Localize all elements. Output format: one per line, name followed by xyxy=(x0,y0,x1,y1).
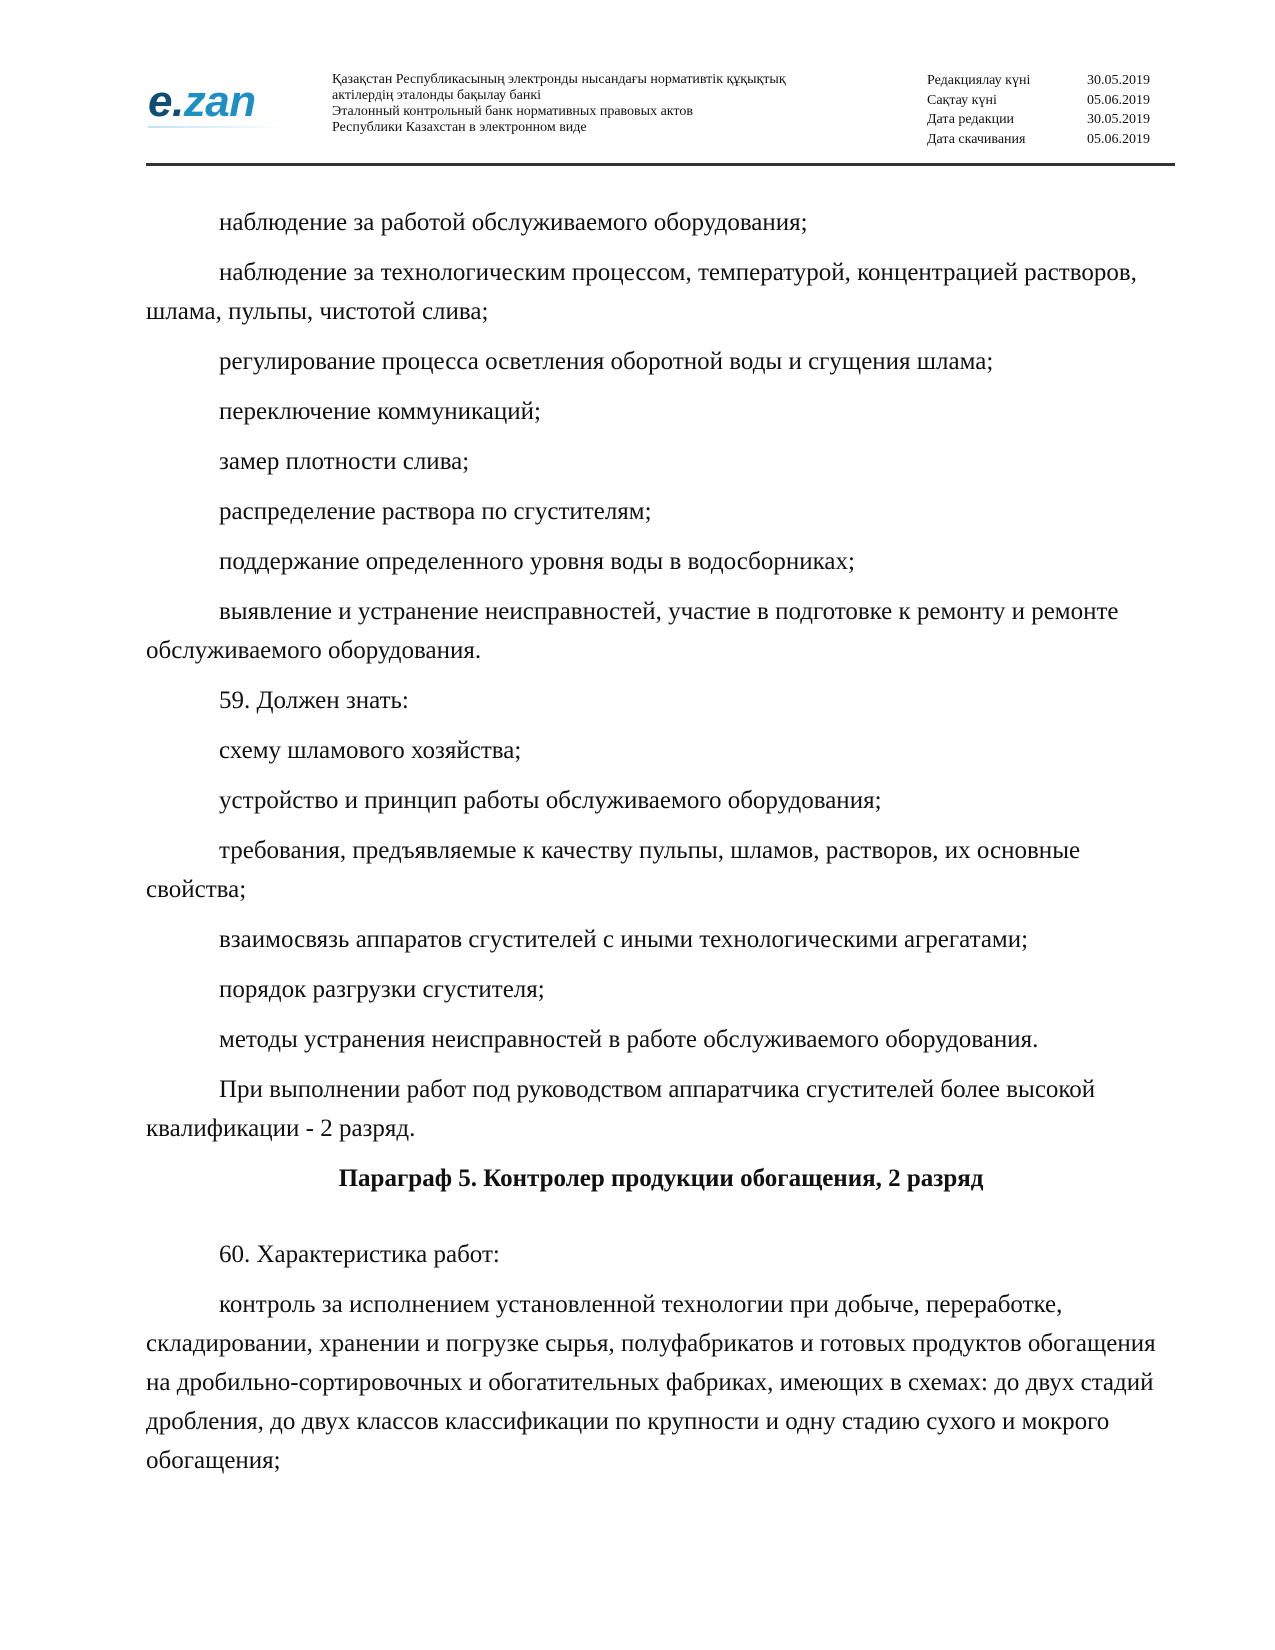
header-divider xyxy=(146,163,1175,166)
section-heading: Параграф 5. Контролер продукции обогащения, 2 разряд xyxy=(338,1165,984,1192)
meta-label: Дата редакции xyxy=(927,112,1015,127)
meta-value: 05.06.2019 xyxy=(1087,131,1150,147)
paragraph: 59. Должен знать: xyxy=(219,687,409,714)
meta-label: Редакциялау күні xyxy=(927,73,1031,88)
paragraph: переключение коммуникаций; xyxy=(219,398,541,425)
paragraph: регулирование процесса осветления оборотной воды и сгущения шлама; xyxy=(219,348,994,375)
meta-value: 30.05.2019 xyxy=(1087,73,1150,88)
paragraph: наблюдение за работой обслуживаемого оборудования; xyxy=(219,209,808,236)
paragraph: замер плотности слива; xyxy=(219,448,470,475)
paragraph: контроль за исполнением установленной технологии при добыче, переработке, складировании, хранении и погрузке сырья, полуфабрикатов и готовых продуктов обогащения на дробильно-сортировочных и обогатительных фабриках, имеющих в схемах: до двух стадий дробления, до двух классов классификации по крупности и одну стадию сухого и мокрого обогащения; xyxy=(146,1291,1156,1474)
header-title-line: Эталонный контрольный банк нормативных правовых актов xyxy=(332,104,693,119)
paragraph: наблюдение за технологическим процессом, температурой, концентрацией растворов, шлама, пульпы, чистотой слива; xyxy=(146,259,1137,325)
ezan-logo xyxy=(148,77,288,128)
paragraph: устройство и принцип работы обслуживаемого оборудования; xyxy=(219,787,882,814)
meta-row xyxy=(927,110,1167,130)
paragraph: взаимосвязь аппаратов сгустителей с иными технологическими агрегатами; xyxy=(219,926,1029,953)
header-title-line: актілердің эталонды бақылау банкі xyxy=(332,88,542,103)
logo-underline xyxy=(148,126,288,128)
paragraph: порядок разгрузки сгустителя; xyxy=(219,976,545,1003)
header-title xyxy=(332,72,786,136)
logo-e: e xyxy=(148,77,172,126)
logo-zan: zan xyxy=(183,77,256,126)
paragraph: выявление и устранение неисправностей, участие в подготовке к ремонту и ремонте обслуживаемого оборудования. xyxy=(146,598,1119,664)
paragraph: распределение раствора по сгустителям; xyxy=(219,498,652,525)
paragraph: При выполнении работ под руководством аппаратчика сгустителей более высокой квалификации - 2 разряд. xyxy=(146,1076,1096,1142)
paragraph: требования, предъявляемые к качеству пульпы, шламов, растворов, их основные свойства; xyxy=(146,837,1081,903)
meta-row xyxy=(927,71,1167,91)
meta-label: Дата скачивания xyxy=(927,131,1026,147)
header-meta xyxy=(927,71,1167,149)
meta-row xyxy=(927,130,1167,150)
meta-row xyxy=(927,91,1167,111)
paragraph: методы устранения неисправностей в работе обслуживаемого оборудования. xyxy=(219,1026,1039,1053)
header-title-line: Қазақстан Республикасының электронды нысандағы нормативтік құқықтық xyxy=(332,72,786,87)
meta-value: 05.06.2019 xyxy=(1087,92,1150,108)
paragraph: поддержание определенного уровня воды в водосборниках; xyxy=(219,548,855,575)
header-title-line: Республики Казахстан в электронном виде xyxy=(332,120,587,135)
document-body xyxy=(146,203,1176,1491)
meta-value: 30.05.2019 xyxy=(1087,112,1150,127)
logo-dot: . xyxy=(171,77,184,126)
paragraph: схему шламового хозяйства; xyxy=(219,737,522,764)
meta-label: Сақтау күні xyxy=(927,92,997,108)
paragraph: 60. Характеристика работ: xyxy=(219,1241,500,1268)
